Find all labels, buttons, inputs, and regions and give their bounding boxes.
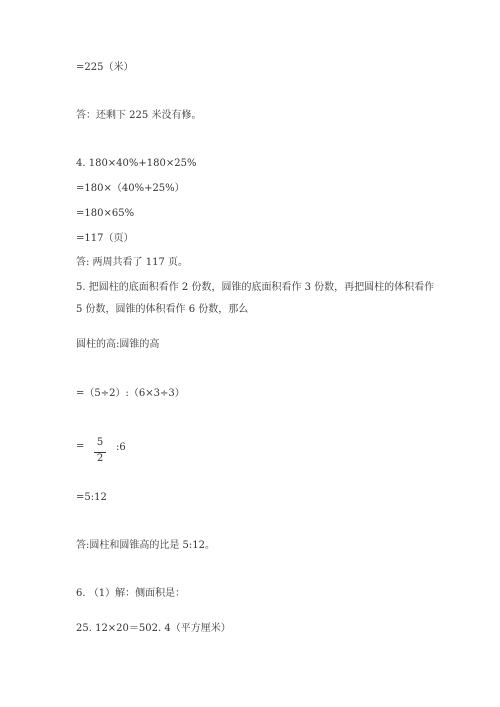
line-q6-step1: 25. 12×20＝502. 4（平方厘米） (76, 623, 231, 634)
line-q5-step2-eq: = (76, 441, 85, 452)
line-answer-meters: 答：还剩下 225 米没有修。 (76, 110, 202, 121)
line-q5-result: =5:12 (76, 492, 107, 503)
fraction-denominator: 2 (96, 453, 104, 464)
line-q5-intro-2: 5 份数，圆锥的体积看作 6 份数，那么 (76, 304, 249, 315)
line-q4-answer: 答: 两周共看了 117 页。 (76, 257, 188, 268)
line-result-meters: =225（米） (76, 62, 134, 73)
line-q4-result: =117（页） (76, 233, 134, 244)
line-q5-ratio-label: 圆柱的高:圆锥的高 (76, 339, 160, 350)
line-q4-step1: =180×（40%+25%） (76, 183, 185, 194)
line-q4-step2: =180×65% (76, 208, 135, 219)
line-q4-expression: 4. 180×40%+180×25% (76, 158, 197, 169)
fraction-numerator: 5 (96, 437, 104, 448)
line-q5-intro-1: 5. 把圆柱的底面积看作 2 份数，圆锥的底面积看作 3 份数，再把圆柱的体积看作 (76, 282, 435, 293)
line-q5-step1: =（5÷2）:（6×3÷3） (76, 388, 185, 399)
line-q5-step2-rest: :6 (116, 442, 126, 453)
line-q5-answer: 答:圆柱和圆锥高的比是 5:12。 (76, 540, 216, 551)
line-q6-heading: 6. （1）解：侧面积是： (76, 588, 186, 599)
